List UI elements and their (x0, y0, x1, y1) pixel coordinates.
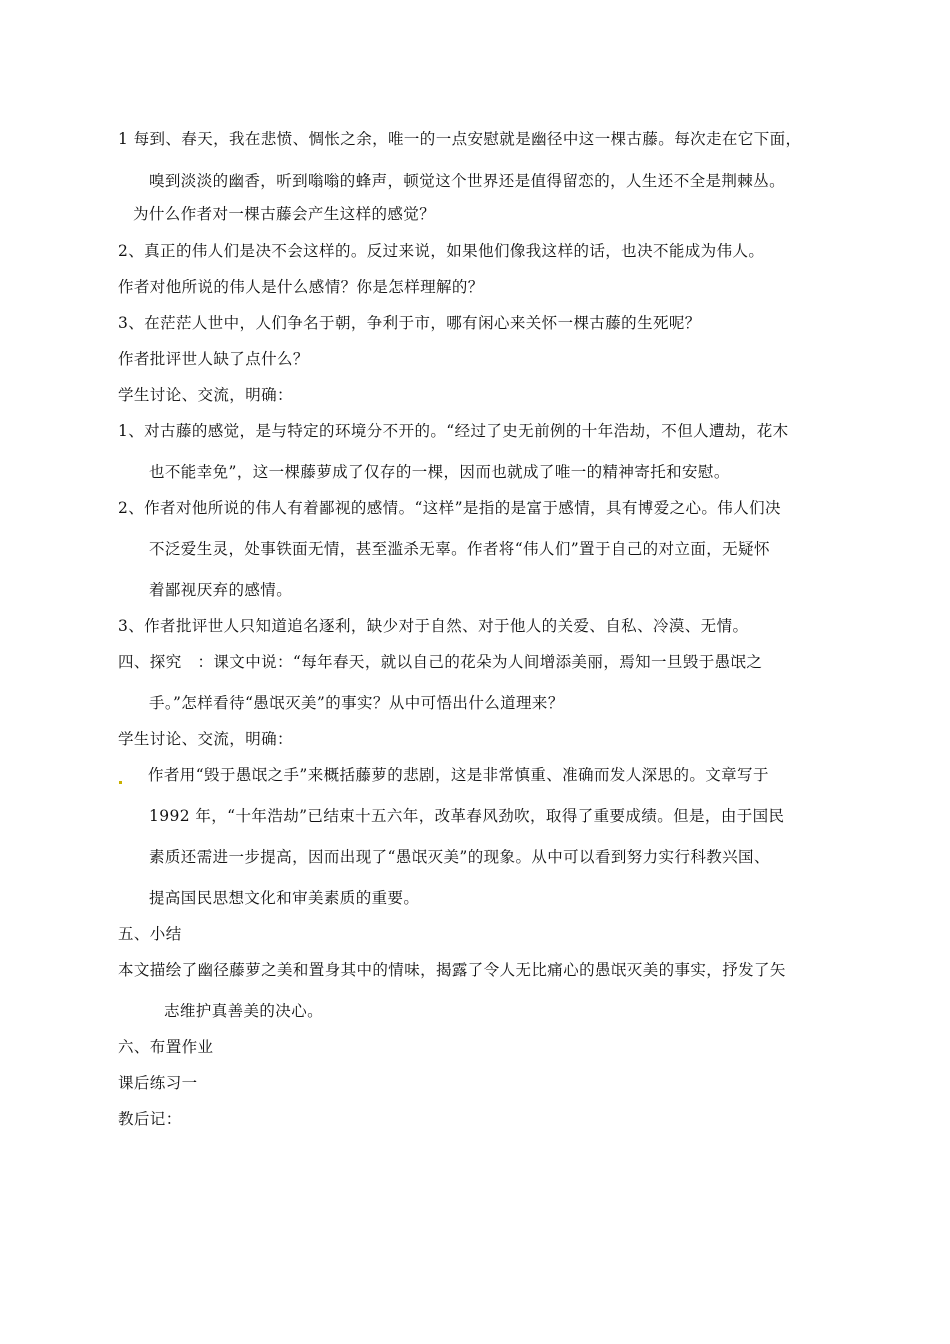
teaching-notes-label: 教后记： (118, 1110, 182, 1128)
answer-para-line-4: 提高国民思想文化和审美素质的重要。 (149, 889, 420, 907)
summary-line-1: 本文描绘了幽径藤萝之美和置身其中的情味，揭露了令人无比痛心的愚氓灭美的事实，抒发了矢 (118, 961, 786, 979)
section-six-heading: 六、布置作业 (118, 1038, 214, 1056)
answer-para-line-3: 素质还需进一步提高，因而出现了“愚氓灭美”的现象。从中可以看到努力实行科教兴国、 (149, 848, 770, 866)
homework-line: 课后练习一 (118, 1074, 198, 1092)
paragraph-line-4: 3、在茫茫人世中，人们争名于朝，争利于市，哪有闲心来关怀一棵古藤的生死呢？ (118, 314, 701, 332)
answer-line-4: 不泛爱生灵，处事铁面无情，甚至滥杀无辜。作者将“伟人们”置于自己的对立面，无疑怀 (149, 540, 770, 558)
answer-line-3: 2、作者对他所说的伟人有着鄙视的感情。“这样”是指的是富于感情，具有博爱之心。伟人们决 (118, 499, 781, 517)
answer-line-5: 着鄙视厌弃的感情。 (149, 581, 293, 599)
answer-line-6: 3、作者批评世人只知道追名逐利，缺少对于自然、对于他人的关爱、自私、冷漠、无情。 (118, 617, 749, 635)
discussion-heading-1: 学生讨论、交流，明确： (118, 386, 293, 404)
section-four-line-1: 四、探究 ：课文中说：“每年春天，就以自己的花朵为人间增添美丽，焉知一旦毁于愚氓之 (118, 653, 763, 671)
paragraph-line-3: 2、真正的伟人们是决不会这样的。反过来说，如果他们像我这样的话，也决不能成为伟人。 (118, 242, 765, 260)
summary-line-2: 志维护真善美的决心。 (164, 1002, 324, 1020)
discussion-heading-2: 学生讨论、交流，明确： (118, 730, 293, 748)
section-four-line-2: 手。”怎样看待“愚氓灭美”的事实？从中可悟出什么道理来？ (149, 694, 564, 712)
bullet-dot-icon (119, 781, 122, 784)
paragraph-line-2: 嗅到淡淡的幽香，听到嗡嗡的蜂声，顿觉这个世界还是值得留恋的，人生还不全是荆棘丛。 (149, 172, 786, 190)
question-line-1: 为什么作者对一棵古藤会产生这样的感觉？ (133, 205, 436, 223)
answer-para-line-2: 1992 年，“十年浩劫”已结束十五六年，改革春风劲吹，取得了重要成绩。但是，由于国民 (149, 807, 785, 825)
answer-line-2: 也不能幸免”，这一棵藤萝成了仅存的一棵，因而也就成了唯一的精神寄托和安慰。 (149, 463, 730, 481)
question-line-3: 作者批评世人缺了点什么？ (118, 350, 309, 368)
answer-para-text-1: 作者用“毁于愚氓之手”来概括藤萝的悲剧，这是非常慎重、准确而发人深思的。文章写于 (148, 766, 769, 784)
paragraph-line-1: 1 每到、春天，我在悲愤、惆怅之余，唯一的一点安慰就是幽径中这一棵古藤。每次走在它下面， (118, 130, 802, 148)
answer-para-line-1 (118, 764, 769, 786)
question-line-2: 作者对他所说的伟人是什么感情？你是怎样理解的？ (118, 278, 484, 296)
section-five-heading: 五、小结 (118, 925, 182, 943)
answer-line-1: 1、对古藤的感觉，是与特定的环境分不开的。“经过了史无前例的十年浩劫，不但人遭劫，花木 (118, 422, 789, 440)
